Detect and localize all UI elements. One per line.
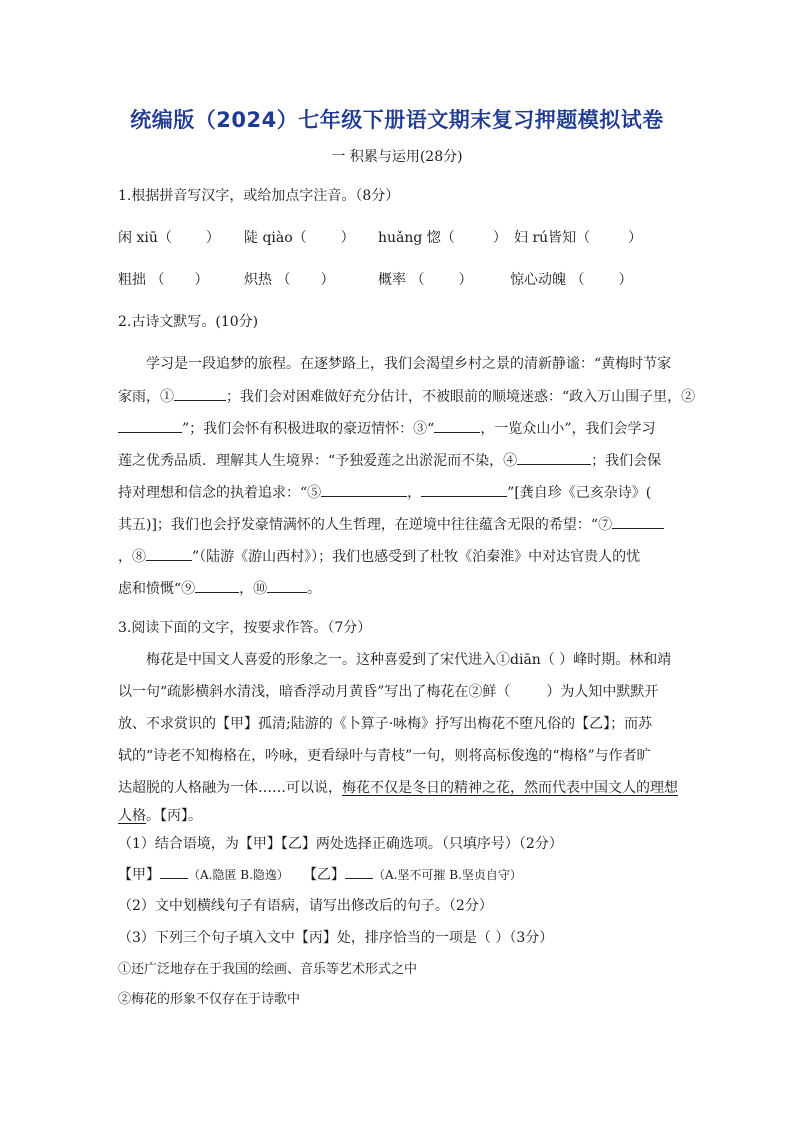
- q1-item: 陡 qiào（ ）: [244, 230, 355, 246]
- q1-heading: 1.根据拼音写汉字，或给加点字注音。（8分）: [118, 188, 400, 204]
- answer-blank[interactable]: [118, 418, 182, 433]
- q2-heading: 2.古诗文默写。(10分): [118, 314, 259, 330]
- q2-paragraph-line: 其五)]；我们也会抒发豪情满怀的人生哲理，在逆境中往往蕴含无限的希望：“⑦: [118, 514, 664, 535]
- section-heading: 一 积累与运用(28分): [331, 149, 463, 165]
- answer-blank[interactable]: [267, 578, 307, 593]
- q2-paragraph-line: ，⑧ ”（陆游《游山西村》）；我们也感受到了杜牧《泊秦淮》中对达官贵人的忧: [118, 546, 640, 567]
- q3-paragraph-line: 以一句“疏影横斜水清浅，暗香浮动月黄昏”写出了梅花在②鲜（ ）为人知中默默开: [118, 684, 659, 700]
- answer-blank[interactable]: [421, 482, 507, 497]
- answer-blank[interactable]: [195, 578, 239, 593]
- q2-paragraph-line: 莲之优秀品质．理解其人生境界：“予独爱莲之出淤泥而不染，④ ；我们会保: [118, 450, 661, 471]
- answer-blank[interactable]: [174, 386, 226, 401]
- q3-paragraph-line: 梅花是中国文人喜爱的形象之一。这种喜爱到了宋代进入①diān（ ）峰时期。林和靖: [146, 652, 672, 668]
- underlined-sentence: 人格: [118, 808, 146, 824]
- q3-heading: 3.阅读下面的文字，按要求作答。（7分）: [118, 620, 372, 636]
- q3-paragraph-line: 放、不求赏识的【甲】孤清;陆游的《卜算子·咏梅》抒写出梅花不堕凡俗的【乙】；而苏: [118, 716, 653, 732]
- answer-blank[interactable]: [612, 514, 664, 529]
- q2-paragraph-line: ”；我们会怀有积极进取的豪迈情怀：③“ ，一览众山小”，我们会学习: [118, 418, 656, 439]
- underlined-sentence: 梅花不仅是冬日的精神之花，然而代表中国文人的理想: [342, 780, 678, 796]
- q3-paragraph-line: 轼的“诗老不知梅格在，吟咏，更看绿叶与青枝”一句，则将高标俊逸的“梅格”与作者旷: [118, 748, 651, 764]
- exam-title: 统编版（2024）七年级下册语文期末复习押题模拟试卷: [130, 108, 664, 132]
- answer-blank[interactable]: [434, 418, 480, 433]
- q1-item: 概率 （ ）: [378, 272, 473, 288]
- q2-paragraph-line: 学习是一段追梦的旅程。在逐梦路上，我们会渴望乡村之景的清新静谧：“黄梅时节家: [146, 356, 672, 372]
- q1-item: 粗拙 （ ）: [118, 272, 209, 288]
- answer-blank[interactable]: [146, 546, 192, 561]
- q1-item: huǎng 惚（ ）: [378, 230, 507, 246]
- q3-subquestion-2: （2）文中划横线句子有语病，请写出修改后的句子。（2分）: [118, 898, 493, 914]
- q3-choice-line: 【甲】 （A.隐匿 B.隐逸） 【乙】 （A.坚不可摧 B.坚贞自守）: [118, 864, 522, 885]
- q1-item: 炽热 （ ）: [244, 272, 335, 288]
- answer-blank[interactable]: [517, 450, 591, 465]
- q2-paragraph-line: 虑和愤慨“⑨ ，⑩ 。: [118, 578, 321, 599]
- answer-blank[interactable]: [160, 864, 188, 879]
- q3-subquestion-1: （1）结合语境，为【甲】【乙】两处选择正确选项。（只填序号）（2分）: [118, 836, 563, 852]
- q2-paragraph-line: 家雨，① ；我们会对困难做好充分估计，不被眼前的顺境迷惑：“政入万山围子里，②: [118, 386, 695, 407]
- answer-blank[interactable]: [345, 864, 373, 879]
- q1-item: 妇 rú皆知（ ）: [514, 230, 643, 246]
- q3-paragraph-line: 达超脱的人格融为一体……可以说，梅花不仅是冬日的精神之花，然而代表中国文人的理想: [118, 780, 678, 796]
- q2-paragraph-line: 持对理想和信念的执着追求：“⑤ ， ”[龚自珍《己亥杂诗》(: [118, 482, 651, 503]
- q1-item: 闲 xiū（ ）: [118, 230, 220, 246]
- option-item: ①还广泛地存在于我国的绘画、音乐等艺术形式之中: [118, 962, 418, 977]
- q3-paragraph-line: 人格。【丙】。: [118, 808, 202, 824]
- q3-subquestion-3: （3）下列三个句子填入文中【丙】处，排序恰当的一项是（ ）（3分）: [118, 930, 554, 946]
- answer-blank[interactable]: [321, 482, 407, 497]
- option-item: ②梅花的形象不仅存在于诗歌中: [118, 992, 301, 1007]
- q1-item: 惊心动魄 （ ）: [510, 272, 633, 288]
